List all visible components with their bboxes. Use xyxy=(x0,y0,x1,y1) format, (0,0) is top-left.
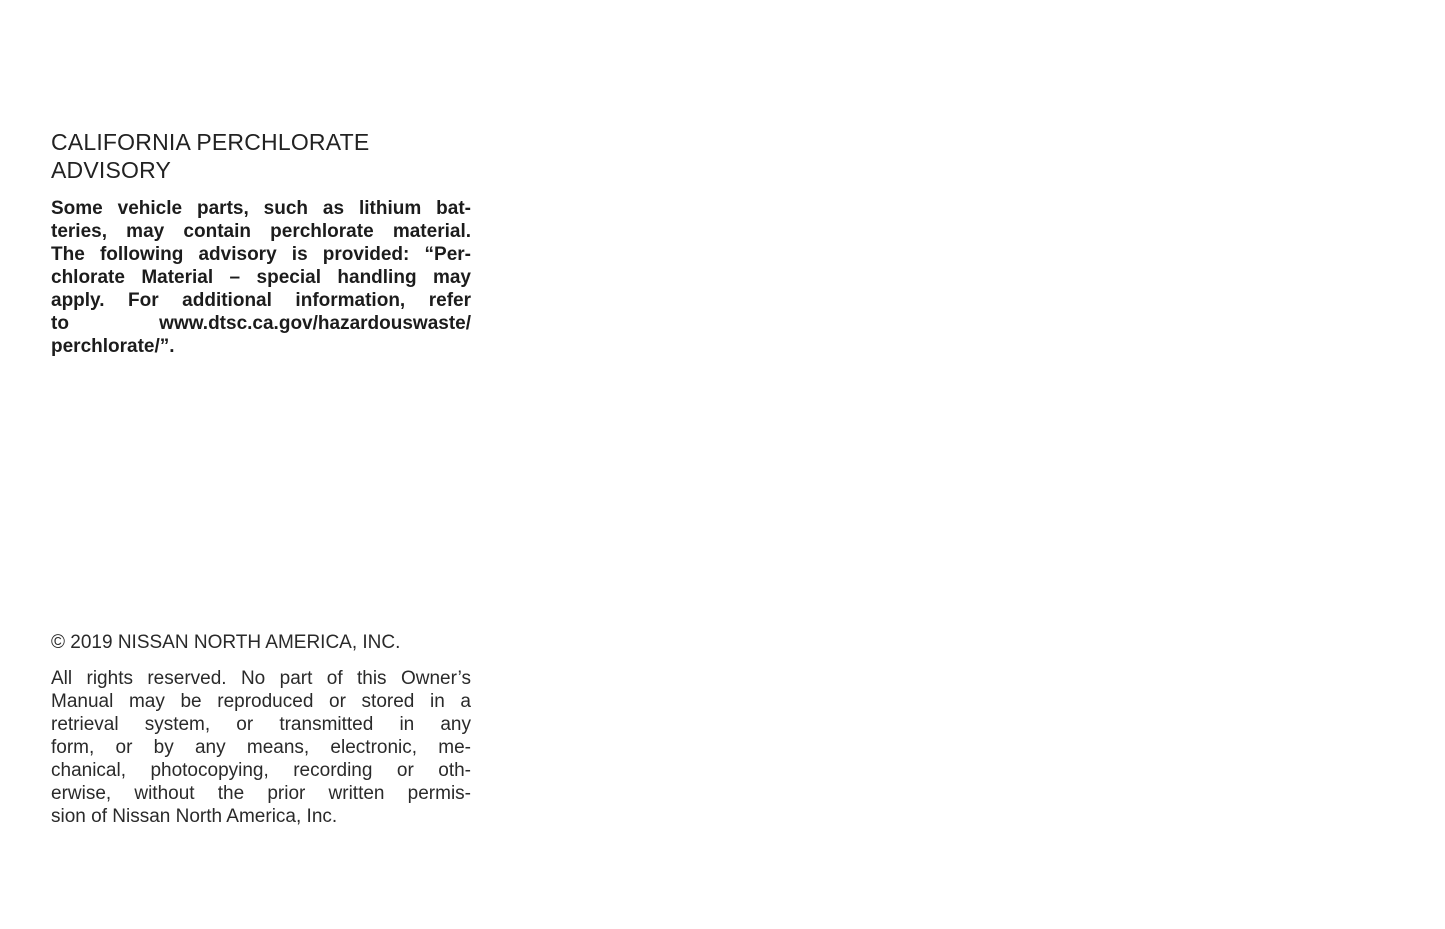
advisory-text-line: Some vehicle parts, such as lithium bat- xyxy=(51,198,471,219)
rights-text-line: retrieval system, or transmitted in any xyxy=(51,714,471,735)
rights-text-line: erwise, without the prior written permis- xyxy=(51,783,471,804)
rights-text-line: chanical, photocopying, recording or oth- xyxy=(51,760,471,781)
rights-text-line: sion of Nissan North America, Inc. xyxy=(51,806,338,827)
advisory-text-line: apply. For additional information, refer xyxy=(51,290,471,311)
advisory-heading xyxy=(51,128,471,184)
copyright-notice: © 2019 NISSAN NORTH AMERICA, INC. xyxy=(51,632,401,653)
advisory-text-line: to www.dtsc.ca.gov/hazardouswaste/ xyxy=(51,313,471,334)
advisory-text-line: The following advisory is provided: “Per- xyxy=(51,244,471,265)
advisory-heading-line: ADVISORY xyxy=(51,157,172,183)
advisory-text xyxy=(51,197,471,358)
advisory-text-line: perchlorate/”. xyxy=(51,336,175,357)
rights-text-line: form, or by any means, electronic, me- xyxy=(51,737,471,758)
rights-text-line: All rights reserved. No part of this Owner’s xyxy=(51,668,471,689)
rights-reserved-text xyxy=(51,667,471,828)
advisory-text-line: teries, may contain perchlorate material. xyxy=(51,221,471,242)
advisory-text-line: chlorate Material – special handling may xyxy=(51,267,471,288)
advisory-heading-line: CALIFORNIA PERCHLORATE xyxy=(51,129,370,155)
rights-text-line: Manual may be reproduced or stored in a xyxy=(51,691,471,712)
